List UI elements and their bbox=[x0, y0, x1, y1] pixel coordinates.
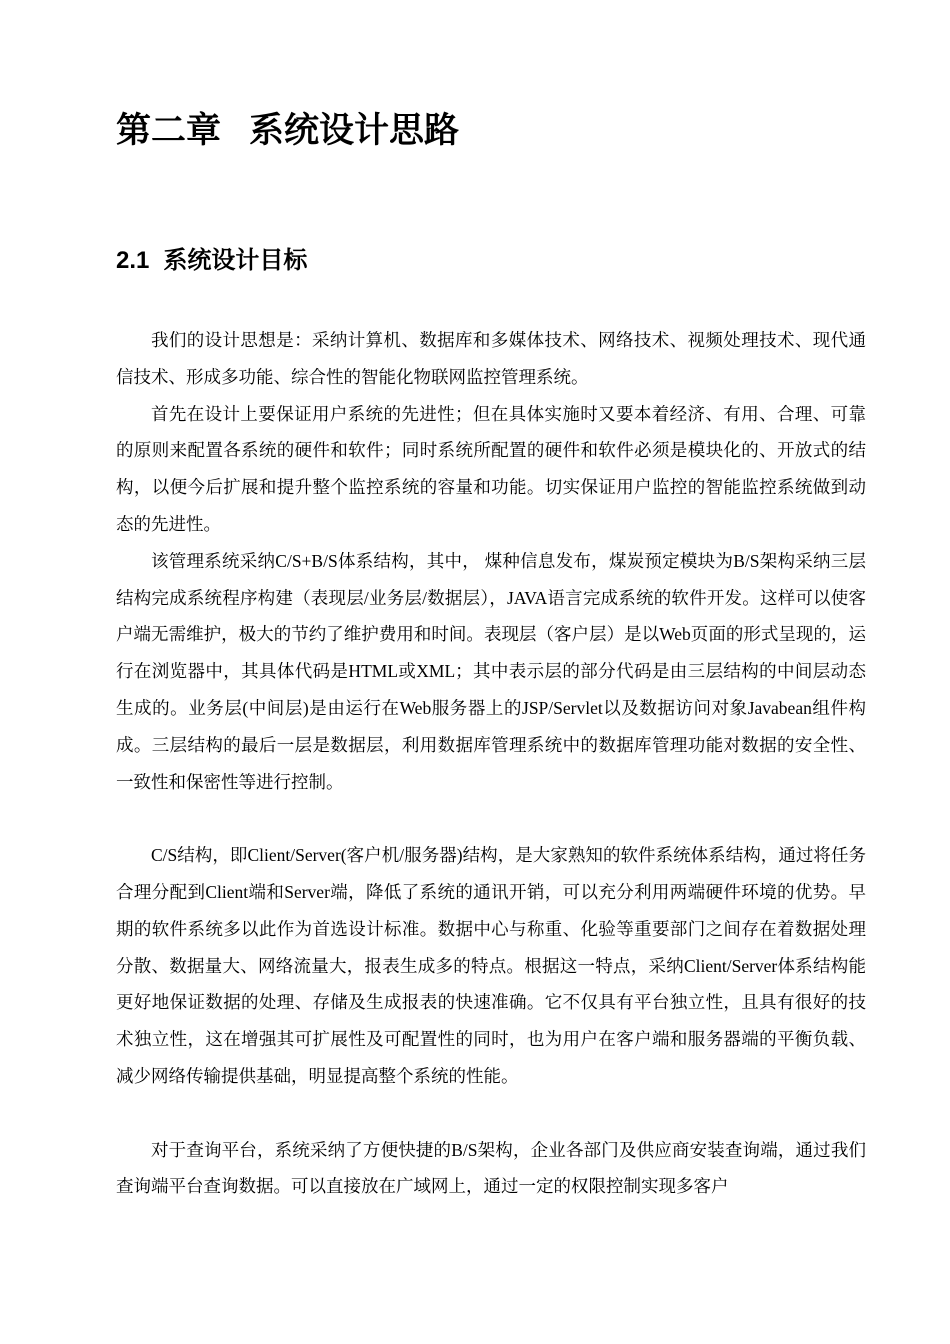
paragraph-architecture: 该管理系统采纳C/S+B/S体系结构，其中， 煤种信息发布，煤炭预定模块为B/S架构采纳三层结构完成系统程序构建（表现层/业务层/数据层），JAVA语言完成系统的软件开发。这样可以使客户端无需维护，极大的节约了维护费用和时间。表现层（客户层）是以Web页面的形式呈现的，运行在浏览器中，其具体代码是HTML或XML；其中表示层的部分代码是由三层结构的中间层动态生成的。业务层(中间层)是由运行在Web服务器上的JSP/Servlet以及数据访问对象Javabean组件构成。三层结构的最后一层是数据层，利用数据库管理系统中的数据库管理功能对数据的安全性、一致性和保密性等进行控制。 bbox=[116, 550, 866, 792]
chapter-title-text: 系统设计思路 bbox=[249, 111, 460, 151]
chapter-title bbox=[116, 107, 459, 155]
chapter-number: 第二章 bbox=[116, 111, 222, 151]
body-text bbox=[116, 322, 866, 1205]
section-heading bbox=[116, 243, 307, 279]
paragraph-design-idea: 我们的设计思想是：采纳计算机、数据库和多媒体技术、网络技术、视频处理技术、现代通信技术、形成多功能、综合性的智能化物联网监控管理系统。 bbox=[116, 330, 866, 387]
section-title-text: 系统设计目标 bbox=[163, 247, 308, 274]
section-number: 2.1 bbox=[116, 247, 150, 274]
paragraph-advanced-design: 首先在设计上要保证用户系统的先进性；但在具体实施时又要本着经济、有用、合理、可靠的原则来配置各系统的硬件和软件；同时系统所配置的硬件和软件必须是模块化的、开放式的结构，以便今后扩展和提升整个监控系统的容量和功能。切实保证用户监控的智能监控系统做到动态的先进性。 bbox=[116, 403, 866, 534]
paragraph-cs-structure: C/S结构，即Client/Server(客户机/服务器)结构，是大家熟知的软件系统体系结构，通过将任务合理分配到Client端和Server端，降低了系统的通讯开销，可以充分利用两端硬件环境的优势。早期的软件系统多以此作为首选设计标准。数据中心与称重、化验等重要部门之间存在着数据处理分散、数据量大、网络流量大，报表生成多的特点。根据这一特点，采纳Client/Server体系结构能更好地保证数据的处理、存储及生成报表的快速准确。它不仅具有平台独立性，且具有很好的技术独立性，这在增强其可扩展性及可配置性的同时，也为用户在客户端和服务器端的平衡负载、减少网络传输提供基础，明显提高整个系统的性能。 bbox=[116, 845, 866, 1086]
paragraph-query-platform: 对于查询平台，系统采纳了方便快捷的B/S架构，企业各部门及供应商安装查询端，通过我们查询端平台查询数据。可以直接放在广域网上，通过一定的权限控制实现多客户 bbox=[116, 1139, 866, 1197]
